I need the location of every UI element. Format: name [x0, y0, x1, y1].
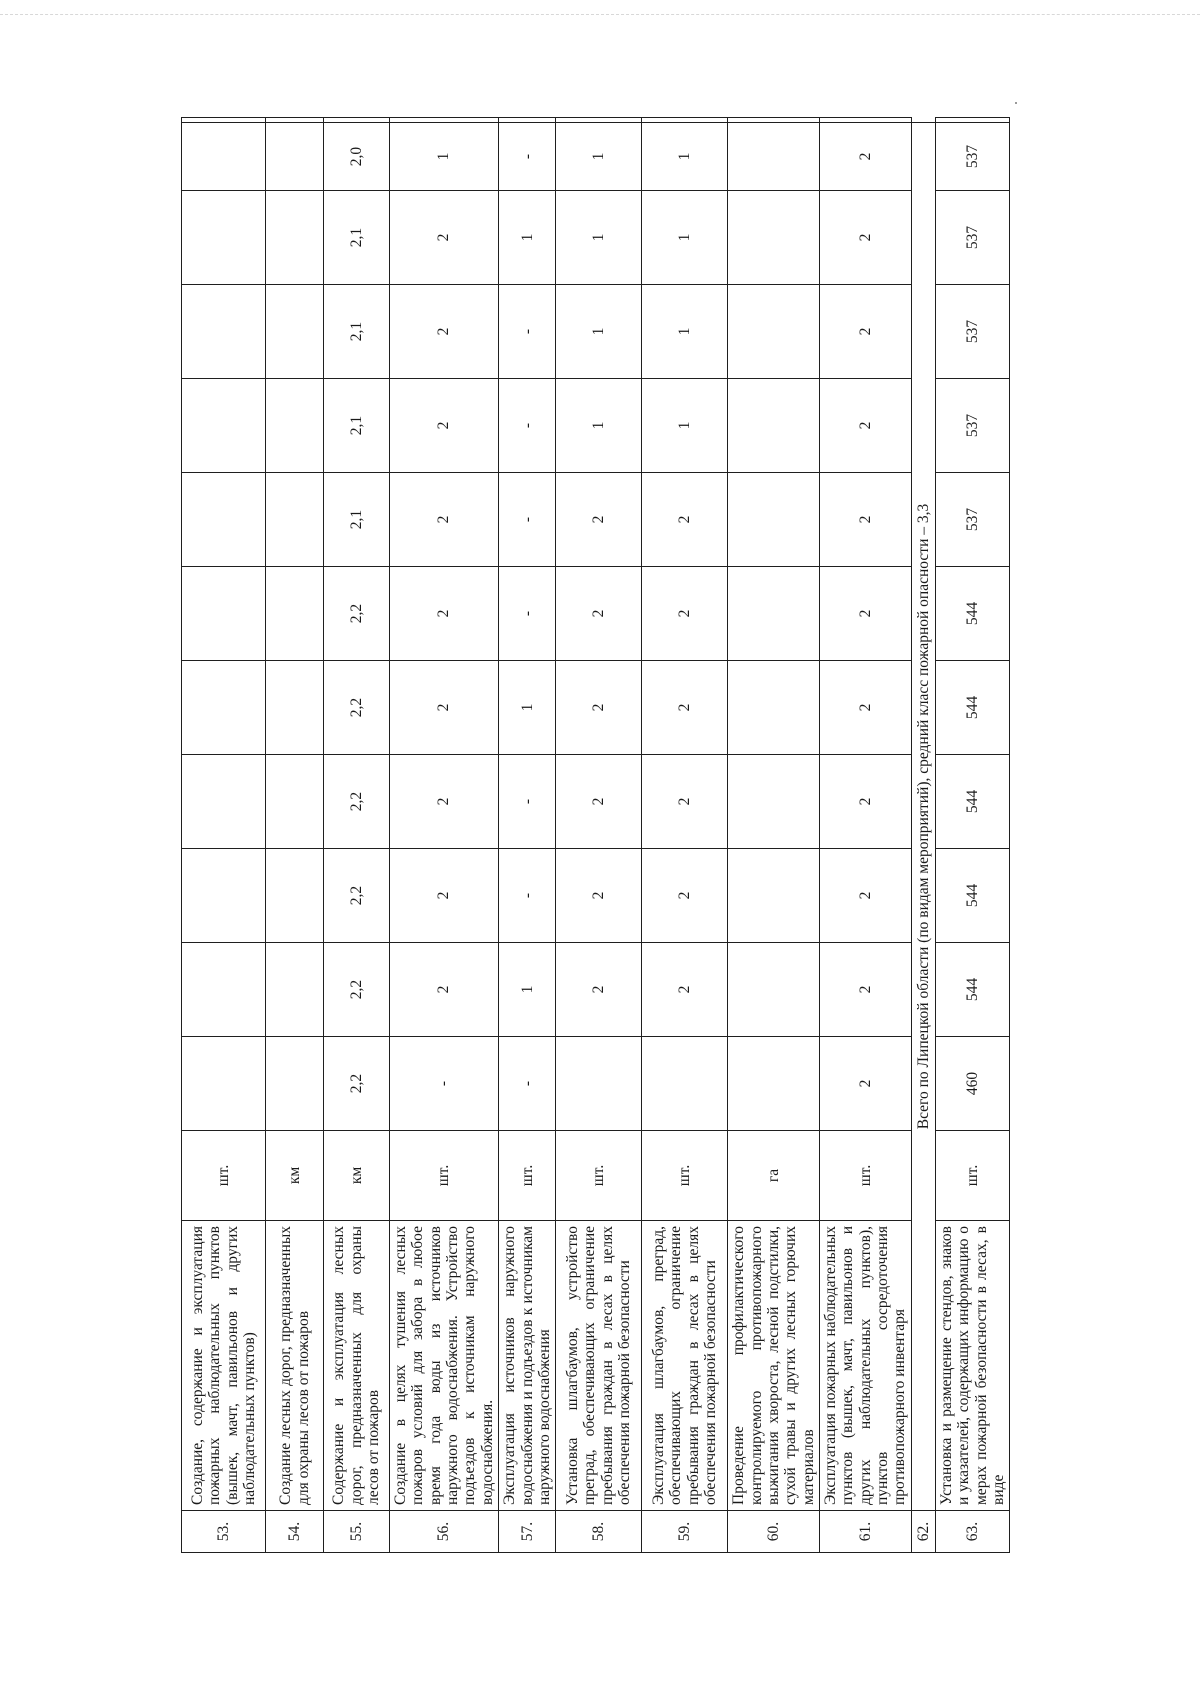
- year-value-cell: 1: [642, 123, 728, 191]
- row-number: 62.: [911, 1511, 935, 1553]
- year-value-cell: 1: [642, 191, 728, 285]
- year-value-cell: 2,1: [324, 285, 390, 379]
- year-value-cell: 2: [820, 379, 912, 473]
- year-value-cell: -: [390, 1037, 499, 1131]
- year-value-cell: [266, 943, 324, 1037]
- year-value-cell: 2: [820, 1037, 912, 1131]
- year-value-cell: 1: [642, 379, 728, 473]
- row-number: 59.: [642, 1511, 728, 1553]
- table-row: [324, 118, 390, 1553]
- year-value-cell: [728, 1037, 820, 1131]
- table-row: [935, 118, 1009, 1553]
- year-value-cell: [266, 123, 324, 191]
- year-value-cell: 2: [390, 285, 499, 379]
- year-value-cell: [728, 285, 820, 379]
- year-value-cell: 2: [820, 473, 912, 567]
- scan-edge-line: [0, 14, 1200, 15]
- year-value-cell: 2: [820, 755, 912, 849]
- year-value-cell: 2: [556, 943, 642, 1037]
- year-value-cell: -: [499, 285, 556, 379]
- table-row: [728, 118, 820, 1553]
- year-value-cell: 2: [390, 473, 499, 567]
- year-value-cell: 2,2: [324, 661, 390, 755]
- measure-name: Эксплуатация шлагбаумов, преград, обеспечивающих ограничение пребывания граждан в лесах в целях обеспечения пожарной безопасности: [642, 1221, 728, 1511]
- table-row: [266, 118, 324, 1553]
- year-value-cell: 2: [820, 285, 912, 379]
- year-value-cell: 1: [499, 661, 556, 755]
- year-value-cell: [728, 755, 820, 849]
- row-number: 56.: [390, 1511, 499, 1553]
- year-value-cell: [728, 943, 820, 1037]
- measure-name: Установка шлагбаумов, устройство преград, обеспечивающих ограничение пребывания граждан в лесах в целях обеспечения пожарной безопасности: [556, 1221, 642, 1511]
- table-row: [390, 118, 499, 1553]
- year-value-cell: 2: [642, 943, 728, 1037]
- year-value-cell: 2: [390, 849, 499, 943]
- year-value-cell: [266, 661, 324, 755]
- year-value-cell: 1: [499, 191, 556, 285]
- year-value-cell: [728, 379, 820, 473]
- year-value-cell: -: [499, 1037, 556, 1131]
- year-value-cell: 2,1: [324, 473, 390, 567]
- year-value-cell: [642, 118, 728, 123]
- year-value-cell: [728, 849, 820, 943]
- year-value-cell: [266, 567, 324, 661]
- year-value-cell: -: [499, 849, 556, 943]
- year-value-cell: 2: [820, 191, 912, 285]
- fire-safety-measures-table: [181, 117, 1010, 1553]
- unit-of-measure: км: [266, 1131, 324, 1221]
- year-value-cell: 537: [935, 191, 1009, 285]
- year-value-cell: [499, 118, 556, 123]
- year-value-cell: [182, 285, 266, 379]
- year-value-cell: -: [499, 123, 556, 191]
- year-value-cell: 544: [935, 943, 1009, 1037]
- year-value-cell: 2: [642, 661, 728, 755]
- year-value-cell: 2: [556, 661, 642, 755]
- measure-name: Создание лесных дорог, предназначенных для охраны лесов от пожаров: [266, 1221, 324, 1511]
- year-value-cell: 2: [820, 567, 912, 661]
- unit-of-measure: шт.: [935, 1131, 1009, 1221]
- year-value-cell: 2,2: [324, 943, 390, 1037]
- year-value-cell: 2: [390, 379, 499, 473]
- year-value-cell: 2: [642, 849, 728, 943]
- year-value-cell: 2: [642, 473, 728, 567]
- table-row: [642, 118, 728, 1553]
- year-value-cell: [642, 1037, 728, 1131]
- measure-name: Создание, содержание и эксплуатация пожарных наблюдательных пунктов (вышек, мачт, павильонов и других наблюдательных пунктов): [182, 1221, 266, 1511]
- year-value-cell: 2: [390, 191, 499, 285]
- year-value-cell: 2,2: [324, 567, 390, 661]
- year-value-cell: [266, 755, 324, 849]
- year-value-cell: 2: [390, 755, 499, 849]
- year-value-cell: 544: [935, 755, 1009, 849]
- measure-name: Установка и размещение стендов, знаков и указателей, содержащих информацию о мерах пожарной безопасности в лесах, в виде: [935, 1221, 1009, 1511]
- year-value-cell: [728, 567, 820, 661]
- year-value-cell: 1: [390, 123, 499, 191]
- year-value-cell: [266, 849, 324, 943]
- year-value-cell: 537: [935, 473, 1009, 567]
- unit-of-measure: шт.: [556, 1131, 642, 1221]
- row-number: 61.: [820, 1511, 912, 1553]
- row-number: 54.: [266, 1511, 324, 1553]
- year-value-cell: [182, 1037, 266, 1131]
- measure-name: Содержание и эксплуатация лесных дорог, предназначенных для охраны лесов от пожаров: [324, 1221, 390, 1511]
- year-value-cell: [728, 123, 820, 191]
- year-value-cell: 2,2: [324, 849, 390, 943]
- year-value-cell: [266, 473, 324, 567]
- measure-name: Создание в целях тушения лесных пожаров условий для забора в любое время года воды из источников наружного водоснабжения. Устройство подъездов к источникам наружного водоснабжения.: [390, 1221, 499, 1511]
- table-row: [499, 118, 556, 1553]
- scan-speck: [1015, 102, 1017, 104]
- year-value-cell: 537: [935, 285, 1009, 379]
- year-value-cell: [324, 118, 390, 123]
- measure-name: Проведение профилактического контролируемого противопожарного выжигания хвороста, лесной подстилки, сухой травы и других лесных горючих материалов: [728, 1221, 820, 1511]
- year-value-cell: 2: [556, 473, 642, 567]
- year-value-cell: 2: [556, 849, 642, 943]
- year-value-cell: [556, 1037, 642, 1131]
- year-value-cell: 1: [556, 285, 642, 379]
- year-value-cell: 544: [935, 849, 1009, 943]
- row-number: 60.: [728, 1511, 820, 1553]
- table-row: [911, 118, 935, 1553]
- unit-of-measure: шт.: [642, 1131, 728, 1221]
- year-value-cell: 2: [642, 567, 728, 661]
- year-value-cell: -: [499, 379, 556, 473]
- year-value-cell: 2: [556, 567, 642, 661]
- unit-of-measure: шт.: [499, 1131, 556, 1221]
- year-value-cell: [556, 118, 642, 123]
- year-value-cell: 2,0: [324, 123, 390, 191]
- table-row: [182, 118, 266, 1553]
- unit-of-measure: шт.: [390, 1131, 499, 1221]
- year-value-cell: 2,2: [324, 1037, 390, 1131]
- year-value-cell: [266, 118, 324, 123]
- year-value-cell: 1: [642, 285, 728, 379]
- year-value-cell: 1: [556, 191, 642, 285]
- row-number: 63.: [935, 1511, 1009, 1553]
- year-value-cell: 537: [935, 123, 1009, 191]
- year-value-cell: [266, 1037, 324, 1131]
- unit-of-measure: км: [324, 1131, 390, 1221]
- region-total-row: Всего по Липецкой области (по видам мероприятий), средний класс пожарной опасности – 3,3: [911, 123, 935, 1511]
- year-value-cell: 460: [935, 1037, 1009, 1131]
- year-value-cell: [182, 118, 266, 123]
- rotated-page: [181, 117, 1007, 1553]
- year-value-cell: -: [499, 567, 556, 661]
- year-value-cell: [182, 661, 266, 755]
- year-value-cell: [182, 123, 266, 191]
- table-container: [181, 117, 1007, 1553]
- year-value-cell: [390, 118, 499, 123]
- year-value-cell: [728, 191, 820, 285]
- year-value-cell: [182, 755, 266, 849]
- year-value-cell: 2,1: [324, 379, 390, 473]
- year-value-cell: [182, 379, 266, 473]
- row-number: 57.: [499, 1511, 556, 1553]
- unit-of-measure: шт.: [182, 1131, 266, 1221]
- year-value-cell: 537: [935, 379, 1009, 473]
- year-value-cell: 1: [556, 379, 642, 473]
- table-row: [556, 118, 642, 1553]
- year-value-cell: [728, 661, 820, 755]
- year-value-cell: [266, 285, 324, 379]
- year-value-cell: 2,2: [324, 755, 390, 849]
- year-value-cell: 2: [390, 567, 499, 661]
- table-row: [820, 118, 912, 1553]
- measure-name: Эксплуатация пожарных наблюдательных пунктов (вышек, мачт, павильонов и других наблюдательных пунктов), пунктов сосредоточения противопожарного инвентаря: [820, 1221, 912, 1511]
- year-value-cell: [820, 118, 912, 123]
- measure-name: Эксплуатация источников наружного водоснабжения и подъездов к источникам наружного водоснабжения: [499, 1221, 556, 1511]
- year-value-cell: [728, 118, 820, 123]
- year-value-cell: [266, 191, 324, 285]
- year-value-cell: -: [499, 473, 556, 567]
- year-value-cell: 2: [556, 755, 642, 849]
- year-value-cell: 2: [820, 661, 912, 755]
- row-number: 55.: [324, 1511, 390, 1553]
- unit-of-measure: шт.: [820, 1131, 912, 1221]
- year-value-cell: 2: [390, 661, 499, 755]
- year-value-cell: [182, 191, 266, 285]
- year-value-cell: [935, 118, 1009, 123]
- row-number: 53.: [182, 1511, 266, 1553]
- year-value-cell: [182, 849, 266, 943]
- year-value-cell: [182, 567, 266, 661]
- year-value-cell: 544: [935, 567, 1009, 661]
- year-value-cell: 2: [390, 943, 499, 1037]
- row-number: 58.: [556, 1511, 642, 1553]
- year-value-cell: [182, 473, 266, 567]
- unit-of-measure: га: [728, 1131, 820, 1221]
- year-value-cell: 1: [499, 943, 556, 1037]
- year-value-cell: 2: [820, 849, 912, 943]
- year-value-cell: [182, 943, 266, 1037]
- year-value-cell: 1: [556, 123, 642, 191]
- year-value-cell: 2,1: [324, 191, 390, 285]
- year-value-cell: [266, 379, 324, 473]
- year-value-cell: 2: [820, 123, 912, 191]
- year-value-cell: 2: [642, 755, 728, 849]
- year-value-cell: 2: [820, 943, 912, 1037]
- year-value-cell: 544: [935, 661, 1009, 755]
- year-value-cell: -: [499, 755, 556, 849]
- year-value-cell: [728, 473, 820, 567]
